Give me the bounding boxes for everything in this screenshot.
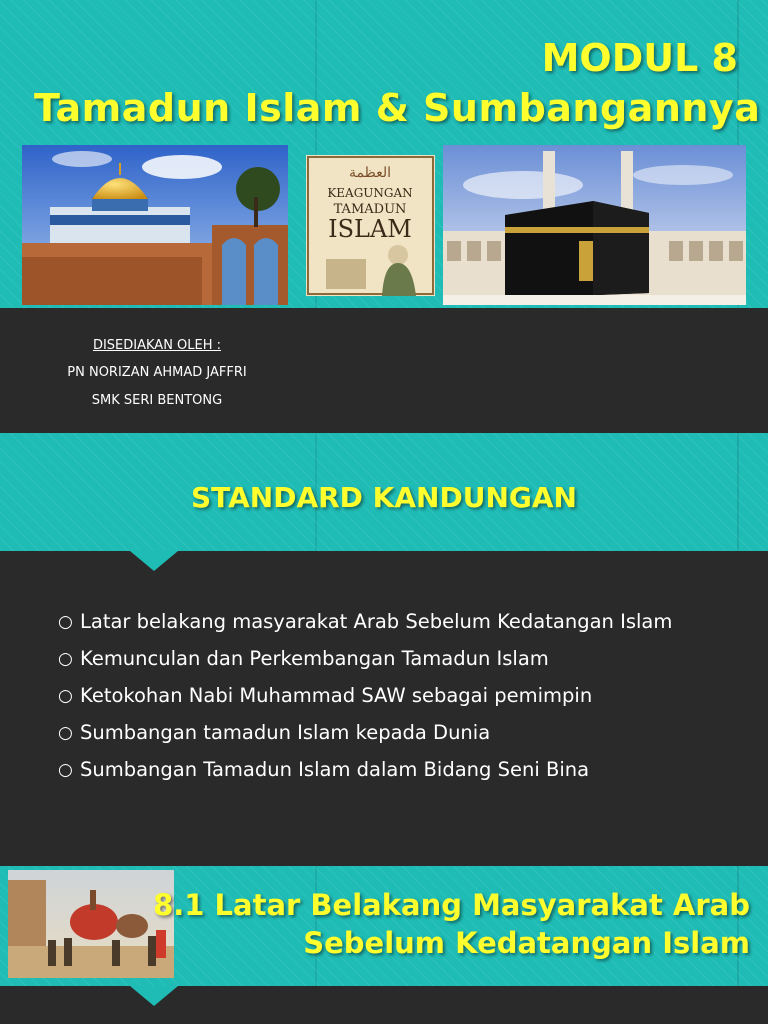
section-heading-line1: 8.1 Latar Belakang Masyarakat Arab	[153, 888, 750, 922]
bullet-circle-icon: ○	[58, 760, 73, 780]
list-item: ○ Ketokohan Nabi Muhammad SAW sebagai pemimpin	[58, 682, 718, 710]
book-line2: TAMADUN	[333, 202, 407, 217]
slide-notch	[130, 986, 178, 1006]
bullet-circle-icon: ○	[58, 723, 73, 743]
page-title: Tamadun Islam & Sumbangannya	[34, 86, 761, 130]
arab-caravan-painting	[8, 870, 174, 978]
kaaba-photo	[443, 145, 746, 305]
book-line1: KEAGUNGAN	[327, 186, 413, 200]
bullet-circle-icon: ○	[58, 686, 73, 706]
section-title: STANDARD KANDUNGAN	[191, 481, 577, 514]
list-item: ○ Latar belakang masyarakat Arab Sebelum Kedatangan Islam	[58, 608, 718, 636]
module-title: MODUL 8	[541, 36, 738, 80]
dome-of-the-rock-photo	[22, 145, 288, 305]
list-item: ○ Sumbangan Tamadun Islam dalam Bidang Seni Bina	[58, 756, 718, 784]
bullet-circle-icon: ○	[58, 612, 73, 632]
credits-school: SMK SERI BENTONG	[91, 393, 223, 408]
book-line3: ISLAM	[328, 215, 412, 243]
section-body	[0, 986, 768, 1024]
section-heading	[153, 886, 750, 962]
list-item: ○ Sumbangan tamadun Islam kepada Dunia	[58, 719, 718, 747]
content-list	[58, 608, 718, 793]
credits-label: DISEDIAKAN OLEH :	[92, 338, 222, 353]
list-item: ○ Kemunculan dan Perkembangan Tamadun Islam	[58, 645, 718, 673]
credits-author: PN NORIZAN AHMAD JAFFRI	[67, 365, 247, 380]
svg-text:العظمة: العظمة	[349, 165, 391, 181]
book-cover-image	[306, 155, 435, 296]
bullet-circle-icon: ○	[58, 649, 73, 669]
slide-notch	[130, 551, 178, 571]
section-heading-line2: Sebelum Kedatangan Islam	[303, 926, 750, 960]
